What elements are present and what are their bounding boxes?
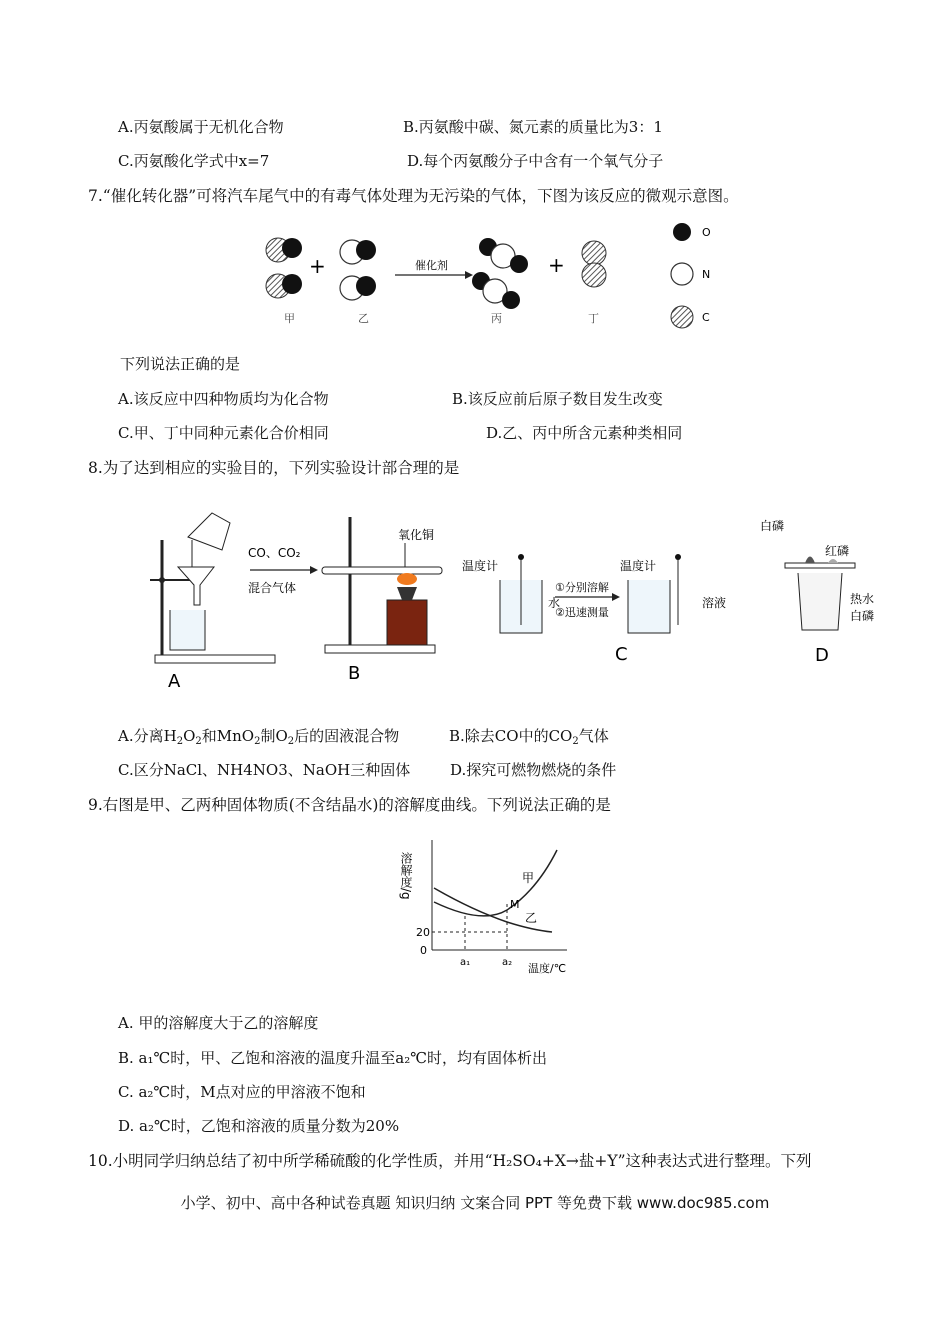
q7-option-d: D.乙、丙中所含元素种类相同: [486, 424, 683, 442]
q8-option-b: B.除去CO中的$CO_2$气体: [449, 727, 609, 747]
x-tick-a2: a₂: [502, 957, 513, 968]
q6-option-b: B.丙氨酸中碳、氮元素的质量比为3：1: [403, 118, 663, 136]
label-c: C: [615, 644, 628, 665]
d-red-label: 红磷: [825, 544, 850, 558]
legend-o: O: [702, 226, 711, 239]
q7-catalyst-label: 催化剂: [415, 259, 448, 272]
q6-option-d: D.每个丙氨酸分子中含有一个氧气分子: [407, 152, 664, 170]
label-jia: 甲: [284, 312, 295, 325]
q8-experiment-figure: [150, 495, 875, 695]
q8-option-c: C.区分NaCl、NH4NO3、NaOH三种固体: [118, 761, 411, 779]
q9-stem: 9.右图是甲、乙两种固体物质(不含结晶水)的溶解度曲线。下列说法正确的是: [88, 796, 611, 814]
d-white2-label: 白磷: [850, 609, 875, 623]
c-step2-label: ②迅速测量: [555, 606, 609, 619]
label-yi: 乙: [358, 312, 369, 325]
q9-option-b: B. a₁℃时，甲、乙饱和溶液的温度升温至a₂℃时，均有固体析出: [118, 1049, 548, 1067]
q8-option-a: A.分离$H_2O_2$和MnO$_2$制$O_2$后的固液混合物: [118, 727, 400, 747]
dissolution-apparatus-icon: [462, 554, 726, 633]
chart-xlabel: 温度/℃: [528, 962, 567, 975]
point-m-label: M: [510, 898, 520, 911]
molecule-ding-icon: [582, 241, 606, 287]
q9-option-d: D. a₂℃时，乙饱和溶液的质量分数为20%: [118, 1117, 400, 1135]
molecule-bing-icon: [472, 238, 528, 309]
y-tick-0: 0: [420, 944, 427, 957]
molecule-jia-icon: [266, 238, 302, 298]
label-d: D: [815, 645, 829, 666]
legend-c: C: [702, 311, 710, 324]
c-water-label: 水: [548, 596, 561, 610]
q8-stem: 8.为了达到相应的实验目的，下列实验设计部合理的是: [88, 459, 460, 477]
q6-option-a: A.丙氨酸属于无机化合物: [118, 118, 284, 136]
page-footer: 小学、初中、高中各种试卷真题 知识归纳 文案合同 PPT 等免费下载 www.doc985.com: [180, 1194, 770, 1212]
d-white-label: 白磷: [760, 519, 785, 533]
q10-stem: 10.小明同学归纳总结了初中所学稀硫酸的化学性质，并用“H₂SO₄+X→盐+Y”这种表达式进行整理。下列: [88, 1152, 812, 1170]
chart-ylabel: 溶解度/g: [399, 852, 413, 900]
y-tick-20: 20: [416, 926, 430, 939]
q7-option-a: A.该反应中四种物质均为化合物: [118, 390, 329, 408]
q9-option-a: A. 甲的溶解度大于乙的溶解度: [118, 1014, 319, 1032]
q7-prompt: 下列说法正确的是: [120, 355, 241, 373]
c-thermo2-label: 温度计: [620, 559, 657, 573]
c-solution-label: 溶液: [702, 596, 727, 610]
q7-option-b: B.该反应前后原子数目发生改变: [452, 390, 663, 408]
c-step1-label: ①分别溶解: [555, 581, 609, 594]
q7-stem: 7.“催化转化器”可将汽车尾气中的有毒气体处理为无污染的气体，下图为该反应的微观示意图。: [88, 187, 739, 205]
d-hot-label: 热水: [850, 592, 875, 606]
q9-option-c: C. a₂℃时，M点对应的甲溶液不饱和: [118, 1083, 366, 1101]
label-a: A: [168, 671, 181, 692]
q7-reaction-diagram: [255, 220, 735, 335]
molecule-yi-icon: [340, 240, 376, 300]
label-b: B: [348, 663, 361, 684]
label-ding: 丁: [588, 312, 599, 325]
c-thermo1-label: 温度计: [462, 559, 499, 573]
reduction-apparatus-icon: [248, 517, 442, 653]
q9-solubility-chart: [399, 830, 582, 980]
series-jia-label: 甲: [522, 871, 535, 885]
legend-n: N: [702, 268, 711, 281]
carbon-atom-icon: [671, 306, 693, 328]
b-gas2-label: 混合气体: [248, 581, 297, 595]
label-bing: 丙: [491, 312, 502, 325]
svg-text:+: +: [309, 254, 326, 278]
combustion-apparatus-icon: [760, 518, 874, 630]
b-gas-label: CO、CO₂: [248, 546, 301, 560]
series-jia-curve: [434, 850, 557, 916]
svg-text:+: +: [548, 253, 565, 277]
q6-option-c: C.丙氨酸化学式中x=7: [118, 152, 270, 170]
atom-legend: [671, 223, 711, 328]
oxygen-atom-icon: [673, 223, 691, 241]
q8-option-d: D.探究可燃物燃烧的条件: [450, 761, 617, 779]
q7-option-c: C.甲、丁中同种元素化合价相同: [118, 424, 329, 442]
b-oxide-label: 氧化铜: [398, 528, 435, 542]
x-tick-a1: a₁: [460, 957, 471, 968]
nitrogen-atom-icon: [671, 263, 693, 285]
series-yi-label: 乙: [525, 911, 538, 925]
